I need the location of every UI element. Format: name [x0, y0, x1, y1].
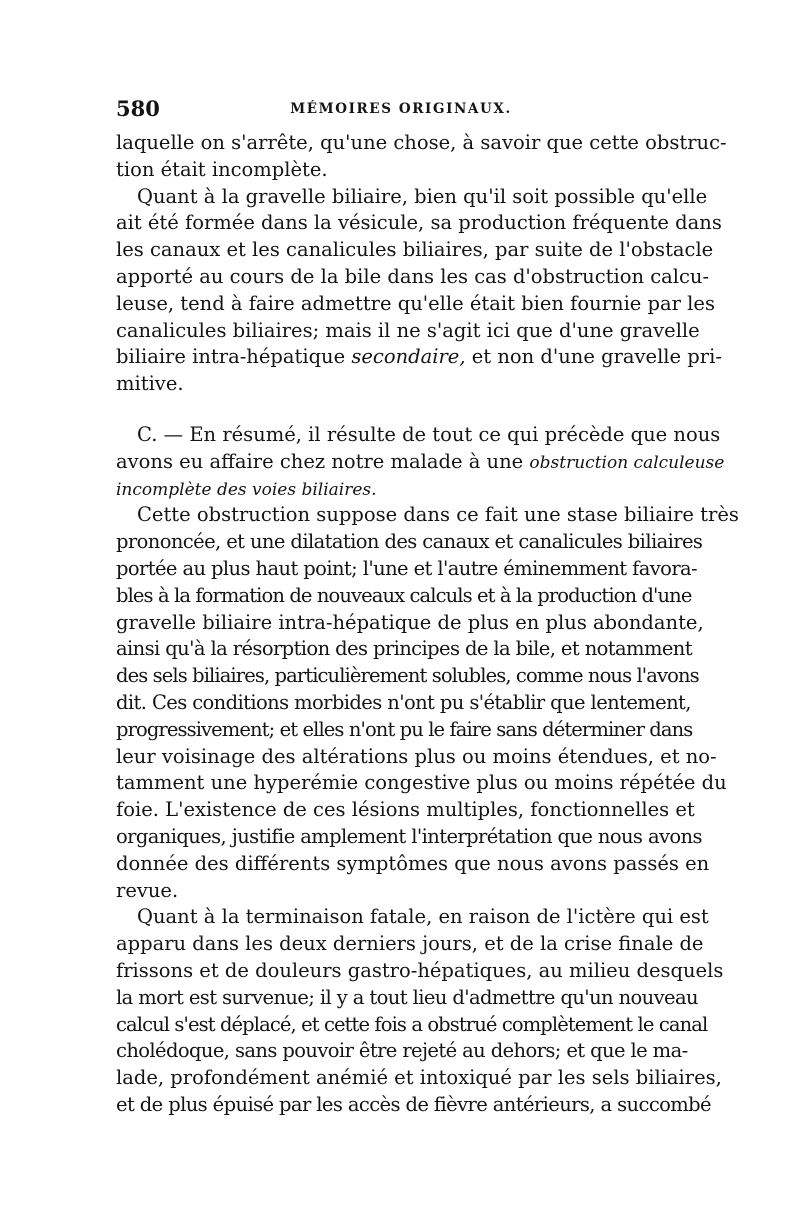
text-line: ainsi qu'à la résorption des principes de la bile, et notamment [116, 637, 692, 661]
page-number: 580 [116, 96, 160, 121]
text-line: revue. [116, 878, 179, 902]
text-line: apporté au cours de la bile dans les cas d'obstruction calcu- [116, 264, 710, 288]
text-line: Cette obstruction suppose dans ce fait une stase biliaire très [137, 503, 739, 527]
italic-run: incomplète des voies biliaires. [116, 479, 377, 500]
italic-run: obstruction calculeuse [529, 452, 725, 473]
text-line: Quant à la gravelle biliaire, bien qu'il soit possible qu'elle [137, 184, 708, 208]
text-line: bles à la formation de nouveaux calculs et à la production d'une [116, 583, 692, 607]
text-run: avons eu affaire chez notre malade à une [116, 449, 524, 473]
text-line: frissons et de douleurs gastro-hépatiques, au milieu desquels [116, 958, 724, 982]
text-line: donnée des différents symptômes que nous avons passés en [116, 851, 710, 875]
text-line: Quant à la terminaison fatale, en raison de l'ictère qui est [137, 905, 709, 929]
text-line: leur voisinage des altérations plus ou moins étendues, et no- [116, 744, 717, 768]
text-line [116, 476, 686, 503]
text-line: tamment une hyperémie congestive plus ou moins répétée du [116, 771, 727, 795]
text-line: des sels biliaires, particulièrement solubles, comme nous l'avons [116, 664, 699, 688]
running-title: MÉMOIRES ORIGINAUX. [290, 101, 512, 117]
text-line: et de plus épuisé par les accès de fièvre antérieurs, a succombé [116, 1092, 711, 1116]
text-line: leuse, tend à faire admettre qu'elle était bien fournie par les [116, 291, 715, 315]
text-line: canalicules biliaires; mais il ne s'agit ici que d'une gravelle [116, 318, 700, 342]
text-line: prononcée, et une dilatation des canaux et canalicules biliaires [116, 530, 703, 554]
text-line: portée au plus haut point; l'une et l'autre éminemment favora- [116, 556, 698, 580]
text-line: C. — En résumé, il résulte de tout ce qui précède que nous [137, 422, 721, 446]
text-line: laquelle on s'arrête, qu'une chose, à savoir que cette obstruc- [116, 131, 727, 154]
text-line: calcul s'est déplacé, et cette fois a obstrué complètement le canal [116, 1012, 708, 1036]
text-run: biliaire intra-hépatique [116, 345, 346, 369]
text-line: cholédoque, sans pouvoir être rejeté au dehors; et que le ma- [116, 1039, 688, 1063]
text-line: foie. L'existence de ces lésions multiples, fonctionnelles et [116, 798, 695, 822]
text-line-mixed [116, 449, 725, 476]
running-header [116, 96, 686, 124]
text-line: tion était incomplète. [116, 157, 328, 181]
text-line: ait été formée dans la vésicule, sa production fréquente dans [116, 211, 722, 235]
text-line: dit. Ces conditions morbides n'ont pu s'établir que lentement, [116, 690, 691, 714]
text-line: lade, profondément anémié et intoxiqué par les sels biliaires, [116, 1066, 722, 1090]
text-run: et non d'une gravelle pri- [471, 345, 722, 369]
body-text [116, 130, 739, 1119]
italic-run: secondaire, [351, 345, 466, 369]
text-line: organiques, justifie amplement l'interprétation que nous avons [116, 824, 702, 848]
text-line: apparu dans les deux derniers jours, et de la crise finale de [116, 932, 704, 956]
text-line: gravelle biliaire intra-hépatique de plus en plus abondante, [116, 610, 704, 634]
text-line: mitive. [116, 372, 184, 396]
text-line: les canaux et les canalicules biliaires, par suite de l'obstacle [116, 238, 714, 262]
text-line: progressivement; et elles n'ont pu le faire sans déterminer dans [116, 717, 693, 741]
text-line: la mort est survenue; il y a tout lieu d'admettre qu'un nouveau [116, 985, 698, 1009]
text-line-mixed [116, 344, 722, 371]
